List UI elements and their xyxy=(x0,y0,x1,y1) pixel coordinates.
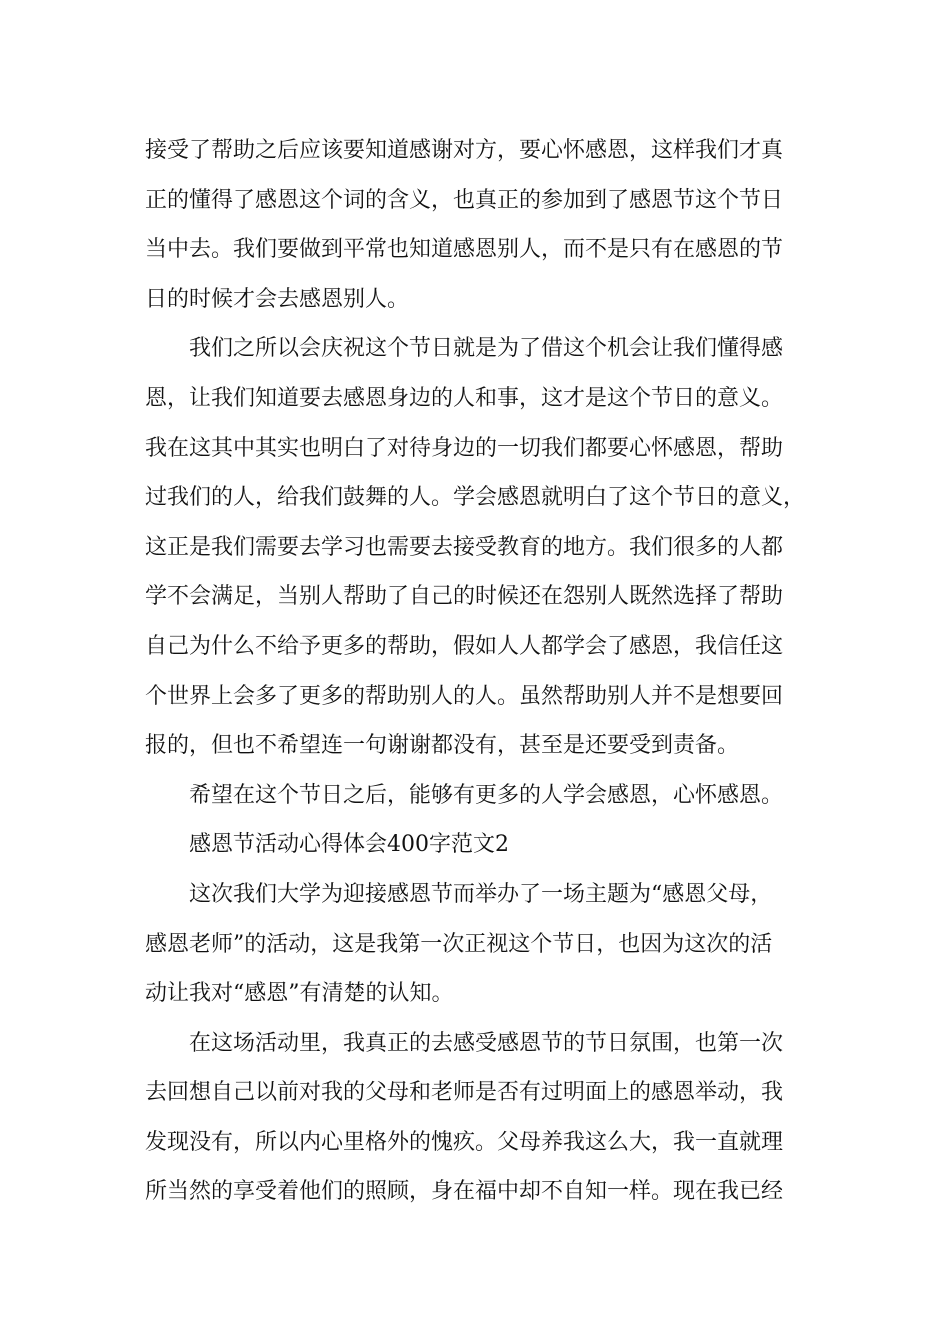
text-line: 我在这其中其实也明白了对待身边的一切我们都要心怀感恩，帮助 xyxy=(145,435,784,461)
paragraph-start-line: 这次我们大学为迎接感恩节而举办了一场主题为“感恩父母， xyxy=(189,881,773,907)
text-line: 自己为什么不给予更多的帮助，假如人人都学会了感恩，我信任这 xyxy=(145,633,784,659)
text-line: 报的，但也不希望连一句谢谢都没有，甚至是还要受到责备。 xyxy=(145,733,740,759)
text-line: 感恩老师”的活动，这是我第一次正视这个节日，也因为这次的活 xyxy=(145,931,773,957)
document-body xyxy=(145,126,825,1217)
text-line: 恩，让我们知道要去感恩身边的人和事，这才是这个节日的意义。 xyxy=(145,385,784,411)
text-line: 学不会满足，当别人帮助了自己的时候还在怨别人既然选择了帮助 xyxy=(145,584,784,610)
text-line: 去回想自己以前对我的父母和老师是否有过明面上的感恩举动，我 xyxy=(145,1080,784,1106)
text-line: 接受了帮助之后应该要知道感谢对方，要心怀感恩，这样我们才真 xyxy=(145,138,784,163)
text-line: 动让我对“感恩”有清楚的认知。 xyxy=(145,981,454,1007)
paragraph-start-line: 在这场活动里，我真正的去感受感恩节的节日氛围，也第一次 xyxy=(189,1030,784,1056)
text-line: 个世界上会多了更多的帮助别人的人。虽然帮助别人并不是想要回 xyxy=(145,683,784,709)
text-line: 过我们的人，给我们鼓舞的人。学会感恩就明白了这个节日的意义， xyxy=(145,485,806,511)
text-line: 所当然的享受着他们的照顾，身在福中却不自知一样。现在我已经 xyxy=(145,1179,784,1205)
text-line: 这正是我们需要去学习也需要去接受教育的地方。我们很多的人都 xyxy=(145,534,784,560)
text-line: 正的懂得了感恩这个词的含义，也真正的参加到了感恩节这个节日 xyxy=(145,187,784,213)
section-heading: 感恩节活动心得体会400字范文2 xyxy=(189,832,509,858)
text-line: 发现没有，所以内心里格外的愧疚。父母养我这么大，我一直就理 xyxy=(145,1129,784,1155)
paragraph-start-line: 我们之所以会庆祝这个节日就是为了借这个机会让我们懂得感 xyxy=(189,336,784,362)
paragraph-start-line: 希望在这个节日之后，能够有更多的人学会感恩，心怀感恩。 xyxy=(189,782,784,808)
text-line: 日的时候才会去感恩别人。 xyxy=(145,286,410,312)
text-line: 当中去。我们要做到平常也知道感恩别人，而不是只有在感恩的节 xyxy=(145,237,784,263)
